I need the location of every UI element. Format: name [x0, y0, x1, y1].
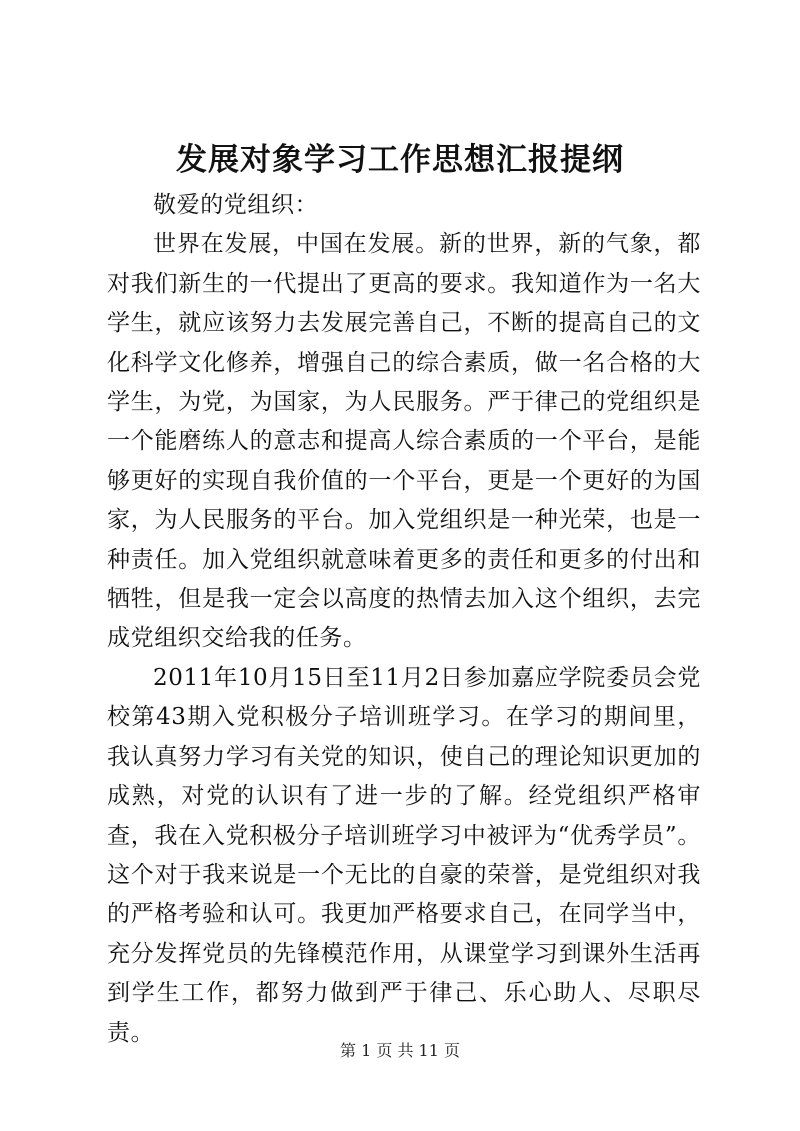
salutation: 敬爱的党组织： [153, 192, 319, 218]
page-number-footer: 第 1 页 共 11 页 [340, 1041, 460, 1060]
document-body [107, 186, 701, 1053]
paragraph-1: 世界在发展，中国在发展。新的世界，新的气象，都对我们新生的一代提出了更高的要求。我知道作为一名大学生，就应该努力去发展完善自己，不断的提高自己的文化科学文化修养，增强自己的综合素质，做一名合格的大学生，为党，为国家，为人民服务。严于律己的党组织是一个能磨练人的意志和提高人综合素质的一个平台，是能够更好的实现自我价值的一个平台，更是一个更好的为国家，为人民服务的平台。加入党组织是一种光荣，也是一种责任。加入党组织就意味着更多的责任和更多的付出和牺牲，但是我一定会以高度的热情去加入这个组织，去完成党组织交给我的任务。 [107, 231, 701, 652]
document-title: 发展对象学习工作思想汇报提纲 [176, 142, 624, 178]
paragraph-2: 2011年10月15日至11月2日参加嘉应学院委员会党校第43期入党积极分子培训班学习。在学习的期间里，我认真努力学习有关党的知识，使自己的理论知识更加的成熟，对党的认识有了进一步的了解。经党组织严格审查，我在入党积极分子培训班学习中被评为“优秀学员”。这个对于我来说是一个无比的自豪的荣誉，是党组织对我的严格考验和认可。我更加严格要求自己，在同学当中，充分发挥党员的先锋模范作用，从课堂学习到课外生活再到学生工作，都努力做到严于律己、乐心助人、尽职尽责。 [107, 664, 701, 1046]
